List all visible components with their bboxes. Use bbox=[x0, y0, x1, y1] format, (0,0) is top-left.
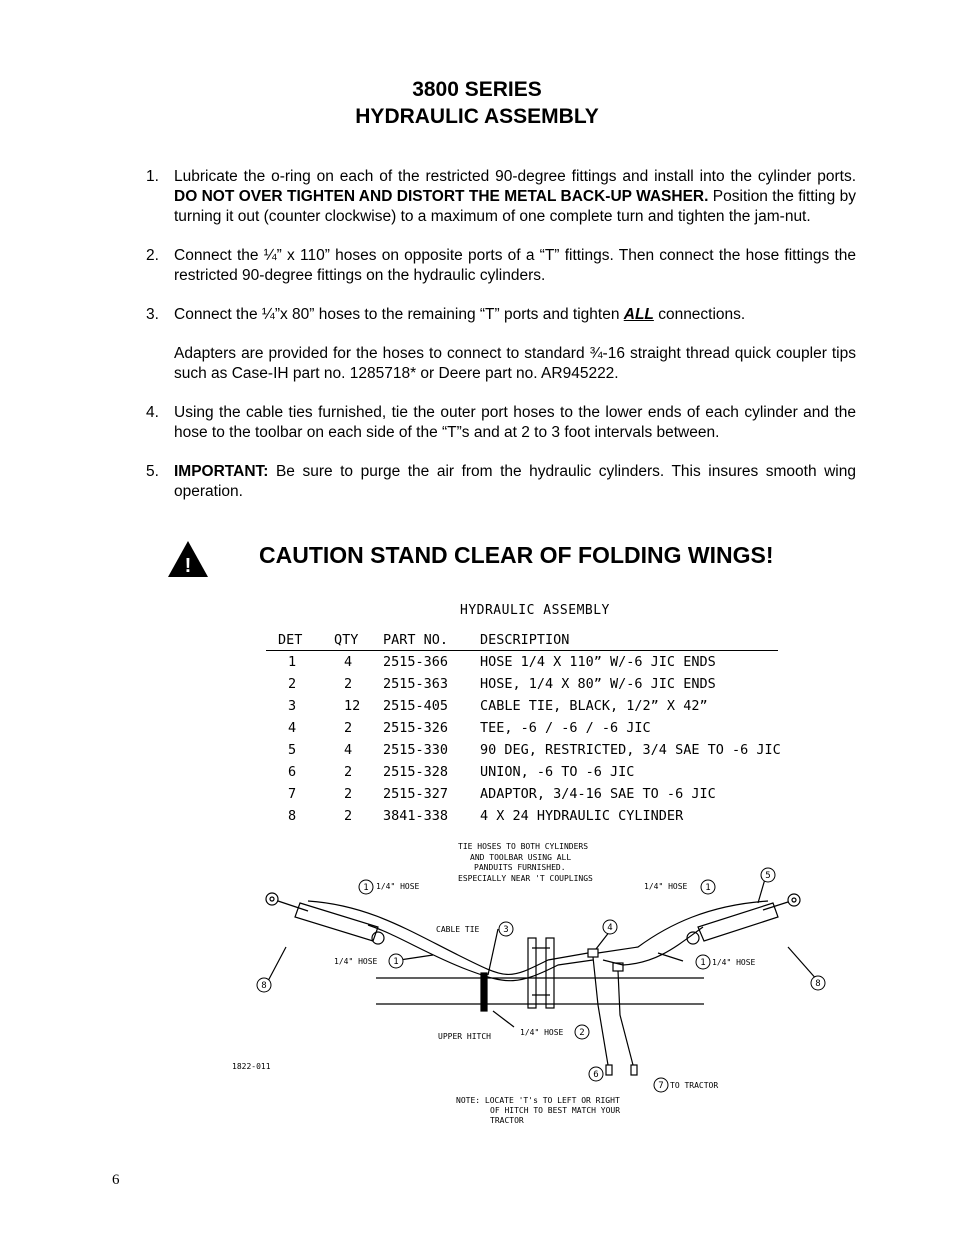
callout-7: 7 bbox=[658, 1081, 664, 1091]
cell-qty: 2 bbox=[344, 808, 353, 824]
step-number: 4. bbox=[146, 404, 159, 421]
callout-1-b: 1 bbox=[705, 883, 711, 893]
cell-part-no: 2515-326 bbox=[383, 720, 449, 736]
callout-4: 4 bbox=[607, 923, 613, 933]
step-2 bbox=[146, 246, 856, 286]
cell-part-no: 2515-327 bbox=[383, 786, 449, 802]
step-text: Connect the ¼” x 110” hoses on opposite ports of a “T” fittings. Then connect the hose fittings the restricted 90-degree fittings on the hydraulic cylinders. bbox=[174, 247, 856, 284]
cell-description: 4 X 24 HYDRAULIC CYLINDER bbox=[480, 808, 684, 824]
page-number: 6 bbox=[112, 1172, 120, 1188]
cell-det: 8 bbox=[288, 808, 297, 824]
label-hose-right-top: 1/4" HOSE bbox=[644, 882, 688, 891]
cell-part-no: 2515-363 bbox=[383, 676, 449, 692]
label-hose-bottom: 1/4" HOSE bbox=[520, 1028, 564, 1037]
cell-qty: 4 bbox=[344, 742, 353, 758]
cell-det: 7 bbox=[288, 786, 297, 802]
table-row bbox=[266, 651, 806, 673]
cell-description: TEE, -6 / -6 / -6 JIC bbox=[480, 720, 651, 736]
note-top-line-2: AND TOOLBAR USING ALL bbox=[470, 853, 572, 862]
cell-part-no: 3841-338 bbox=[383, 808, 449, 824]
note-bottom-line-2: OF HITCH TO BEST MATCH YOUR bbox=[490, 1106, 621, 1115]
title-line-2: HYDRAULIC ASSEMBLY bbox=[355, 105, 599, 128]
cell-det: 1 bbox=[288, 654, 297, 670]
note-top-line-1: TIE HOSES TO BOTH CYLINDERS bbox=[458, 842, 589, 851]
header-qty: QTY bbox=[334, 632, 359, 648]
label-cable-tie: CABLE TIE bbox=[436, 925, 480, 934]
cell-part-no: 2515-328 bbox=[383, 764, 449, 780]
step-5 bbox=[146, 462, 856, 502]
step-number: 5. bbox=[146, 463, 159, 480]
cell-description: ADAPTOR, 3/4-16 SAE TO -6 JIC bbox=[480, 786, 716, 802]
callout-6: 6 bbox=[593, 1070, 599, 1080]
step-1 bbox=[146, 167, 856, 227]
cell-part-no: 2515-330 bbox=[383, 742, 449, 758]
callout-3: 3 bbox=[503, 925, 509, 935]
callout-8-b: 8 bbox=[815, 979, 821, 989]
step-number: 2. bbox=[146, 247, 159, 264]
cell-qty: 2 bbox=[344, 720, 353, 736]
step-text: Using the cable ties furnished, tie the outer port hoses to the lower ends of each cylinder and the hose to the toolbar on each side of the “T”s and at 2 to 3 foot intervals between. bbox=[174, 404, 856, 441]
label-hose-left: 1/4" HOSE bbox=[334, 957, 378, 966]
cell-description: HOSE 1/4 X 110” W/-6 JIC ENDS bbox=[480, 654, 716, 670]
step-4 bbox=[146, 403, 856, 443]
caution-banner bbox=[166, 537, 866, 581]
step-text: Lubricate the o-ring on each of the restricted 90-degree fittings and install into the cylinder ports. DO NOT OVER TIGHTEN AND DISTORT THE METAL BACK-UP WASHER. Position the fitting by turning it out (counter clockwise) to a maximum of one complete turn and tighten the jam-nut. bbox=[174, 168, 856, 225]
warning-text: DO NOT OVER TIGHTEN AND DISTORT THE METAL BACK-UP WASHER. bbox=[174, 188, 709, 205]
table-row bbox=[266, 761, 806, 783]
table-header bbox=[266, 630, 778, 651]
callout-1-a: 1 bbox=[363, 883, 369, 893]
cell-description: UNION, -6 TO -6 JIC bbox=[480, 764, 635, 780]
cell-det: 6 bbox=[288, 764, 297, 780]
note-bottom-line-1: NOTE: LOCATE 'T's TO LEFT OR RIGHT bbox=[456, 1096, 620, 1105]
cell-qty: 4 bbox=[344, 654, 353, 670]
cell-det: 3 bbox=[288, 698, 297, 714]
callout-2: 2 bbox=[579, 1028, 585, 1038]
table-row bbox=[266, 673, 806, 695]
table-row bbox=[266, 805, 806, 827]
cell-det: 4 bbox=[288, 720, 297, 736]
page-title bbox=[0, 76, 954, 130]
cell-part-no: 2515-366 bbox=[383, 654, 449, 670]
adapters-note: Adapters are provided for the hoses to connect to standard ¾-16 straight thread quick coupler tips such as Case-IH part no. 1285718* or Deere part no. AR945222. bbox=[174, 345, 856, 382]
header-description: DESCRIPTION bbox=[480, 632, 570, 648]
step-text: IMPORTANT: Be sure to purge the air from the hydraulic cylinders. This insures smooth wing operation. bbox=[174, 463, 856, 500]
cell-description: HOSE, 1/4 X 80” W/-6 JIC ENDS bbox=[480, 676, 716, 692]
step-3 bbox=[146, 305, 856, 325]
note-top-line-4: ESPECIALLY NEAR 'T COUPLINGS bbox=[458, 874, 593, 883]
note-top-line-3: PANDUITS FURNISHED. bbox=[474, 863, 566, 872]
label-upper-hitch: UPPER HITCH bbox=[438, 1032, 491, 1041]
cell-qty: 2 bbox=[344, 786, 353, 802]
cell-qty: 12 bbox=[344, 698, 361, 714]
header-det: DET bbox=[278, 632, 303, 648]
emphasis-all: ALL bbox=[623, 306, 654, 323]
warning-triangle-icon bbox=[166, 539, 210, 579]
callout-5: 5 bbox=[765, 871, 771, 881]
label-to-tractor: TO TRACTOR bbox=[670, 1081, 719, 1090]
header-part-no: PART NO. bbox=[383, 632, 449, 648]
cell-det: 2 bbox=[288, 676, 297, 692]
step-text: Connect the ¼”x 80” hoses to the remaining “T” ports and tighten ALL connections. bbox=[174, 306, 746, 323]
callout-1-c: 1 bbox=[393, 957, 399, 967]
label-hose-right: 1/4" HOSE bbox=[712, 958, 756, 967]
parts-table-title: HYDRAULIC ASSEMBLY bbox=[460, 603, 610, 618]
parts-table bbox=[266, 630, 806, 827]
cell-qty: 2 bbox=[344, 764, 353, 780]
table-row bbox=[266, 739, 806, 761]
drawing-id: 1822-011 bbox=[232, 1062, 271, 1071]
cell-description: CABLE TIE, BLACK, 1/2” X 42” bbox=[480, 698, 708, 714]
table-row bbox=[266, 717, 806, 739]
note-bottom-line-3: TRACTOR bbox=[490, 1116, 524, 1125]
caution-text: CAUTION STAND CLEAR OF FOLDING WINGS! bbox=[259, 542, 774, 568]
table-row bbox=[266, 783, 806, 805]
cell-det: 5 bbox=[288, 742, 297, 758]
instruction-steps bbox=[146, 167, 856, 521]
step-number: 3. bbox=[146, 306, 159, 323]
hydraulic-assembly-diagram bbox=[228, 835, 821, 1135]
cell-description: 90 DEG, RESTRICTED, 3/4 SAE TO -6 JIC bbox=[480, 742, 781, 758]
callout-1-d: 1 bbox=[700, 958, 706, 968]
label-hose-left-top: 1/4" HOSE bbox=[376, 882, 420, 891]
cell-qty: 2 bbox=[344, 676, 353, 692]
step-number: 1. bbox=[146, 168, 159, 185]
important-label: IMPORTANT: bbox=[174, 463, 269, 480]
callout-8-a: 8 bbox=[261, 981, 267, 991]
cell-part-no: 2515-405 bbox=[383, 698, 449, 714]
title-line-1: 3800 SERIES bbox=[412, 78, 542, 101]
table-row bbox=[266, 695, 806, 717]
warning-symbol: ! bbox=[184, 555, 192, 577]
